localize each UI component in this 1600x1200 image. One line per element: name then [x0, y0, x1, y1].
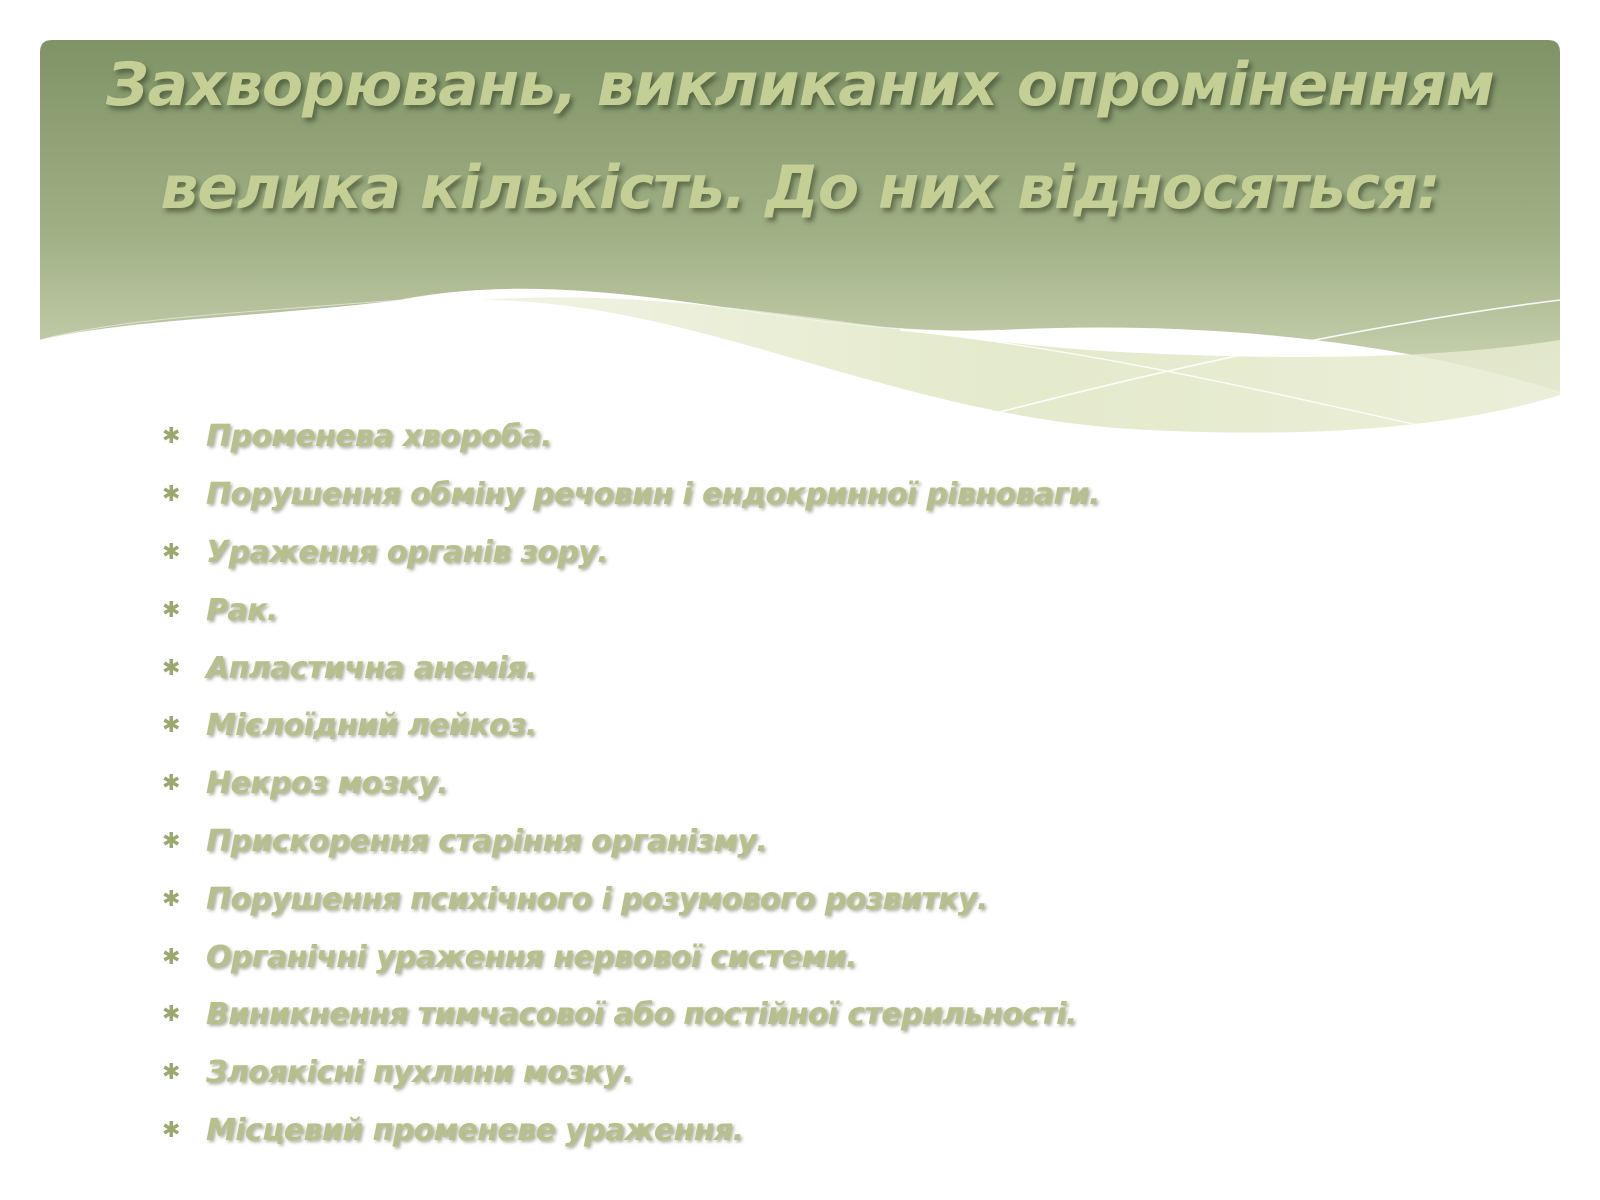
list-item-text: Некроз мозку. [206, 766, 448, 802]
bullet-list [162, 408, 1100, 1159]
asterisk-icon: ✱ [162, 771, 180, 797]
asterisk-icon: ✱ [162, 828, 180, 854]
list-item-text: Місцевий променеве ураження. [206, 1112, 744, 1148]
asterisk-icon: ✱ [162, 1117, 180, 1143]
list-item-text: Променева хвороба. [206, 419, 552, 455]
list-item-text: Виникнення тимчасової або постійної стерильності. [206, 997, 1077, 1033]
list-item [162, 986, 1100, 1044]
asterisk-icon: ✱ [162, 1002, 180, 1028]
asterisk-icon: ✱ [162, 539, 180, 565]
list-item [162, 466, 1100, 524]
list-item-text: Мієлоїдний лейкоз. [206, 708, 537, 744]
asterisk-icon: ✱ [162, 655, 180, 681]
list-item [162, 1102, 1100, 1160]
list-item-text: Органічні ураження нервової системи. [206, 939, 857, 975]
slide-title: Захворювань, викликаних опроміненням велика кількість. До них відносяться: [106, 50, 1494, 223]
list-item [162, 408, 1100, 466]
list-item [162, 813, 1100, 871]
asterisk-icon: ✱ [162, 944, 180, 970]
list-item-text: Ураження органів зору. [206, 534, 608, 570]
asterisk-icon: ✱ [162, 1060, 180, 1086]
list-item [162, 928, 1100, 986]
list-item-text: Порушення обміну речовин і ендокринної рівноваги. [206, 477, 1100, 513]
list-item [162, 870, 1100, 928]
list-item [162, 697, 1100, 755]
list-item [162, 524, 1100, 582]
list-item [162, 755, 1100, 813]
asterisk-icon: ✱ [162, 597, 180, 623]
list-item-text: Злоякісні пухлини мозку. [206, 1055, 634, 1091]
asterisk-icon: ✱ [162, 482, 180, 508]
asterisk-icon: ✱ [162, 713, 180, 739]
asterisk-icon: ✱ [162, 886, 180, 912]
list-item-text: Порушення психічного і розумового розвитку. [206, 881, 988, 917]
list-item [162, 581, 1100, 639]
list-item [162, 639, 1100, 697]
list-item-text: Апластична анемія. [206, 650, 537, 686]
list-item [162, 1044, 1100, 1102]
list-item-text: Прискорення старіння організму. [206, 823, 767, 859]
list-item-text: Рак. [206, 592, 278, 628]
asterisk-icon: ✱ [162, 424, 180, 450]
